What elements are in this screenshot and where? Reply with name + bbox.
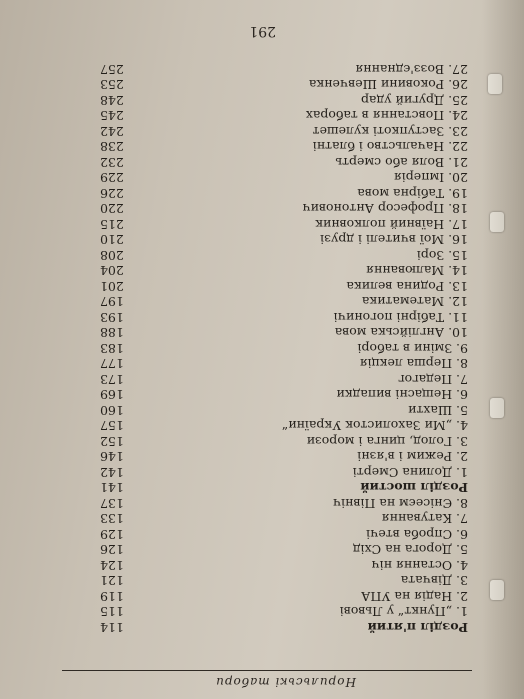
toc-entry-title: 3. Голод, цинга і морози xyxy=(306,434,468,449)
toc-entry xyxy=(100,434,468,450)
table-of-contents xyxy=(100,62,468,636)
toc-entry-page: 188 xyxy=(100,325,124,341)
toc-entry-page: 121 xyxy=(100,573,124,589)
toc-entry-page: 152 xyxy=(100,434,124,449)
toc-section-heading xyxy=(100,620,468,636)
toc-entry xyxy=(100,511,468,527)
toc-entry xyxy=(100,558,468,574)
toc-entry-title: 12. Математика xyxy=(361,294,468,310)
toc-entry xyxy=(100,604,468,620)
toc-entry-title: 13. Родина велика xyxy=(346,279,468,294)
toc-entry-page: 245 xyxy=(100,108,124,124)
toc-entry-page: 157 xyxy=(100,418,124,434)
binder-clip xyxy=(490,212,504,232)
toc-entry xyxy=(100,186,468,202)
toc-entry xyxy=(100,248,468,264)
toc-entry-page: 210 xyxy=(100,232,124,248)
toc-entry-title: 22. Начальство і блатні xyxy=(312,139,468,155)
toc-entry-page: 242 xyxy=(100,124,124,139)
toc-entry-page: 126 xyxy=(100,542,124,558)
toc-entry-title: 21. Воля або смерть xyxy=(335,155,468,170)
toc-entry-page: 201 xyxy=(100,279,124,294)
toc-entry-page: 142 xyxy=(100,465,124,480)
toc-entry-page: 208 xyxy=(100,248,124,263)
toc-entry xyxy=(100,542,468,558)
toc-entry-title: 8. Єнісеєм на Північ xyxy=(332,496,468,511)
toc-entry-title: 15. Зорі xyxy=(416,248,468,263)
toc-entry-title: 3. Дівчата xyxy=(400,573,468,589)
toc-entry-title: 17. Наївний полковник xyxy=(315,217,468,232)
toc-entry xyxy=(100,372,468,388)
toc-entry xyxy=(100,387,468,403)
toc-entry xyxy=(100,155,468,171)
toc-entry-page: 160 xyxy=(100,403,124,418)
toc-entry-title: 2. Режим і в'язні xyxy=(357,449,468,465)
toc-entry-title: 19. Табірна мова xyxy=(357,186,468,201)
toc-entry-page: 257 xyxy=(100,62,124,77)
toc-entry-page: 137 xyxy=(100,496,124,511)
toc-entry xyxy=(100,449,468,465)
toc-entry xyxy=(100,139,468,155)
binder-clip xyxy=(490,580,504,600)
toc-entry xyxy=(100,170,468,186)
toc-entry-page: 177 xyxy=(100,356,124,372)
toc-entry xyxy=(100,496,468,512)
toc-entry xyxy=(100,201,468,217)
toc-entry-page: 141 xyxy=(100,480,124,496)
toc-entry-page: 220 xyxy=(100,201,124,217)
toc-entry-page: 248 xyxy=(100,93,124,108)
toc-entry-title: 2. Надія на УПА xyxy=(361,589,468,604)
toc-entry-page: 146 xyxy=(100,449,124,465)
toc-entry xyxy=(100,294,468,310)
toc-entry-page: 169 xyxy=(100,387,124,403)
header-rule xyxy=(62,670,472,671)
toc-entry-page: 114 xyxy=(100,620,124,635)
toc-entry xyxy=(100,62,468,78)
toc-entry-title: 18. Професор Антонович xyxy=(302,201,468,217)
toc-entry xyxy=(100,356,468,372)
toc-entry xyxy=(100,310,468,326)
toc-entry-page: 115 xyxy=(100,604,124,620)
toc-entry-page: 133 xyxy=(100,511,124,527)
toc-entry-page: 173 xyxy=(100,372,124,387)
toc-entry xyxy=(100,279,468,295)
toc-entry xyxy=(100,232,468,248)
toc-entry xyxy=(100,403,468,419)
toc-entry xyxy=(100,573,468,589)
toc-entry-title: 25. Другий удар xyxy=(360,93,468,108)
toc-entry-page: 124 xyxy=(100,558,124,573)
toc-entry xyxy=(100,325,468,341)
toc-entry-title: 8. Перша лекція xyxy=(359,356,468,372)
toc-entry-title: 10. Англійська мова xyxy=(334,325,468,341)
toc-entry-page: 232 xyxy=(100,155,124,170)
toc-entry-title: 16. Мої вчителі і друзі xyxy=(320,232,468,248)
toc-entry-page: 253 xyxy=(100,77,124,93)
toc-entry-title: 5. Дорога на Схід xyxy=(352,542,468,558)
toc-entry-page: 183 xyxy=(100,341,124,356)
toc-entry xyxy=(100,527,468,543)
toc-entry-title: 11. Табірні погоничі xyxy=(333,310,468,325)
toc-entry-title: 6. Спроба втечі xyxy=(366,527,468,542)
toc-entry-title: 26. Роковини Шевченка xyxy=(308,77,468,93)
toc-entry-page: 129 xyxy=(100,527,124,542)
toc-entry xyxy=(100,263,468,279)
toc-entry-title: 14. Малювання xyxy=(366,263,468,279)
binder-clip xyxy=(490,398,504,418)
toc-entry xyxy=(100,465,468,481)
toc-entry xyxy=(100,124,468,140)
toc-entry-page: 238 xyxy=(100,139,124,155)
toc-entry-title: Розділ п'ятий xyxy=(367,620,468,635)
toc-entry xyxy=(100,108,468,124)
toc-entry-title: 4. Остання ніч xyxy=(371,558,468,573)
toc-entry-title: 9. Зміни в таборі xyxy=(357,341,468,356)
toc-entry xyxy=(100,77,468,93)
toc-entry-title: 6. Нещасні випадки xyxy=(336,387,468,403)
toc-entry-title: 7. Катування xyxy=(381,511,468,527)
toc-section-heading xyxy=(100,480,468,496)
toc-entry-title: 7. Педагог xyxy=(398,372,468,387)
toc-entry-title: 1. „Пункт“ у Львові xyxy=(339,604,468,620)
toc-entry-title: 20. Імперія xyxy=(393,170,468,186)
toc-entry-title: 1. Долина Смерті xyxy=(352,465,468,480)
toc-entry-title: 24. Повстання в таборах xyxy=(305,108,468,124)
toc-entry-page: 226 xyxy=(100,186,124,201)
binder-clip xyxy=(488,74,502,94)
toc-entry xyxy=(100,217,468,233)
toc-entry-title: 4. „Ми Захолисток України“ xyxy=(281,418,468,434)
toc-entry-title: 27. Возз'єднання xyxy=(355,62,468,77)
running-head: Норильські табори xyxy=(215,675,356,689)
toc-entry-page: 197 xyxy=(100,294,124,310)
toc-entry xyxy=(100,418,468,434)
toc-entry-page: 215 xyxy=(100,217,124,232)
toc-entry xyxy=(100,341,468,357)
toc-entry-title: 23. Заступкоті кулешет xyxy=(312,124,468,139)
toc-entry-title: 5. Шахти xyxy=(408,403,468,418)
toc-entry xyxy=(100,589,468,605)
page-number: 291 xyxy=(249,23,276,39)
toc-entry-page: 204 xyxy=(100,263,124,279)
toc-entry-page: 229 xyxy=(100,170,124,186)
toc-entry-page: 119 xyxy=(100,589,124,604)
toc-entry xyxy=(100,93,468,109)
toc-entry-title: Розділ шостий xyxy=(360,480,468,496)
toc-entry-page: 193 xyxy=(100,310,124,325)
